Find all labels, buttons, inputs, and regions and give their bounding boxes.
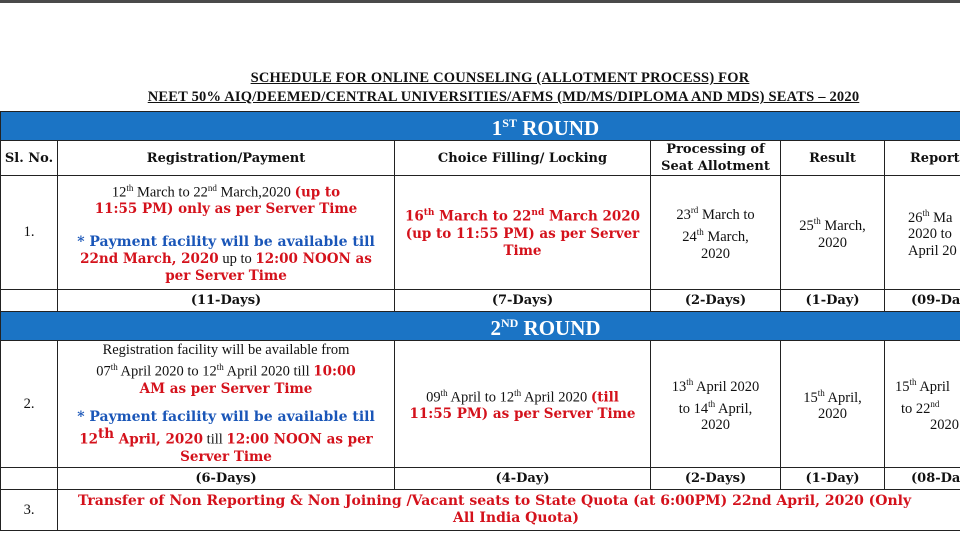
row1-result <box>781 176 885 290</box>
row1-choice-c: March 2020 <box>544 208 641 225</box>
row2-reg-c: April 2020 till <box>223 364 314 380</box>
row1-reg-date1: 12 <box>111 184 127 201</box>
round-1-band <box>1 112 960 141</box>
row2-reg-red3a: 12 <box>79 431 99 448</box>
row1-proc-e: 2020 <box>701 245 730 262</box>
row2-reg-red2: AM as per Server Time <box>139 381 313 397</box>
schedule-table <box>0 111 960 531</box>
row2-proc-e: 2020 <box>701 417 730 434</box>
row2-choice-b: April to 12 <box>447 389 515 406</box>
row2-proc-a: 13 <box>671 378 687 395</box>
row3-sl: 3. <box>1 490 58 531</box>
col-header-sl: Sl. No. <box>1 141 58 176</box>
round-1-suffix: ST <box>502 116 517 130</box>
row2-reg-plain: till <box>203 431 227 448</box>
round-1-title <box>1 112 960 141</box>
row2-result-a-suffix: th <box>817 387 825 398</box>
row1-report <box>885 176 960 290</box>
row1-reg-text1: March to 22 <box>133 184 208 201</box>
row2-report-d: 2020 <box>930 417 959 434</box>
row2-result-a: 15 <box>803 389 818 406</box>
row1-reg-red4: 12:00 NOON as <box>255 251 372 268</box>
col-header-registration: Registration/Payment <box>58 141 395 176</box>
row1-reg-red5: per Server Time <box>165 268 287 285</box>
schedule-heading-line1: SCHEDULE FOR ONLINE COUNSELING (ALLOTMENT PROCESS) FOR <box>250 70 750 86</box>
row2-choice <box>395 341 651 468</box>
row2-choice-a-suffix: th <box>440 387 448 398</box>
row2-choice-b-suffix: th <box>514 387 522 398</box>
days1-registration: (11-Days) <box>58 290 395 312</box>
row1-choice-e: Time <box>503 242 542 259</box>
col-header-report: Report <box>885 141 960 176</box>
round-2-title <box>1 312 960 341</box>
row2-reg-red3-suffix: th <box>98 426 115 442</box>
col-header-choice: Choice Filling/ Locking <box>395 141 651 176</box>
row2-proc-c-suffix: th <box>708 398 716 409</box>
days1-report: (09-Da <box>885 290 960 312</box>
row2-registration <box>58 341 395 468</box>
row1-choice-a: 16 <box>404 208 424 225</box>
row2-reg-b: April 2020 to 12 <box>117 364 217 380</box>
round-2-band <box>1 312 960 341</box>
row2-result-b: April, <box>824 389 862 406</box>
round-2-number: 2 <box>490 316 501 340</box>
round-1-word: ROUND <box>522 116 600 140</box>
row2-reg-red4: 12:00 NOON as per <box>226 431 373 448</box>
row2-sl: 2. <box>1 341 58 468</box>
row2-choice-red1: (till <box>590 389 619 406</box>
round-2-word: ROUND <box>523 316 601 340</box>
row2-reg-a: 07 <box>96 364 111 380</box>
row1-report-a: 26 <box>908 209 923 226</box>
days1-processing: (2-Days) <box>651 290 781 312</box>
row2-reg-a-suffix: th <box>110 362 118 373</box>
days1-result: (1-Day) <box>781 290 885 312</box>
row2-report-a-suffix: th <box>909 376 917 387</box>
days2-report: (08-Da <box>885 468 960 490</box>
round-1-number: 1 <box>491 116 503 140</box>
days2-registration: (6-Days) <box>58 468 395 490</box>
table-row-days-round1 <box>1 290 960 312</box>
row2-reg-red3b: April, 2020 <box>114 431 204 448</box>
row1-result-a-suffix: th <box>813 216 821 227</box>
days2-sl <box>1 468 58 490</box>
row1-result-b: March, <box>820 217 866 234</box>
column-header-row <box>1 141 960 176</box>
row1-reg-red1: (up to <box>294 184 341 201</box>
row1-registration <box>58 176 395 290</box>
row2-result-c: 2020 <box>818 406 847 423</box>
row2-proc-a-suffix: th <box>686 376 694 387</box>
row1-report-b: Ma <box>929 209 953 226</box>
row2-report-c: to 22 <box>901 400 931 417</box>
row2-result <box>781 341 885 468</box>
row2-choice-a: 09 <box>426 389 441 406</box>
col-header-processing <box>651 141 781 176</box>
row1-reg-date2-suffix: nd <box>207 182 217 193</box>
table-row-transfer <box>1 490 960 531</box>
row3-transfer-note <box>58 490 960 531</box>
row1-choice <box>395 176 651 290</box>
schedule-heading-line2: NEET 50% AIQ/DEEMED/CENTRAL UNIVERSITIES/AFMS (MD/MS/DIPLOMA AND MDS) SEATS – 2020 <box>147 89 860 105</box>
row2-reg-line1: Registration facility will be available from <box>102 342 350 359</box>
row2-report <box>885 341 960 468</box>
row2-choice-red2: 11:55 PM) as per Server Time <box>409 406 636 423</box>
row1-report-c: 2020 to <box>908 226 952 243</box>
row2-reg-red5: Server Time <box>180 448 272 465</box>
row2-report-a: 15 <box>895 378 910 395</box>
row3-transfer-line1: Transfer of Non Reporting & Non Joining /Vacant seats to State Quota (at 6:00PM) 22nd April, 2020 (Only <box>78 493 912 509</box>
round-2-suffix: ND <box>500 316 519 330</box>
row1-reg-red2: 11:55 PM) only as per Server Time <box>94 201 358 218</box>
table-row-round1 <box>1 176 960 290</box>
row2-reg-b-suffix: th <box>216 362 224 373</box>
row1-processing <box>651 176 781 290</box>
table-row-days-round2 <box>1 468 960 490</box>
row1-proc-d: March, <box>703 228 749 245</box>
row1-proc-c-suffix: th <box>696 227 704 237</box>
row1-report-d: April 20 <box>908 243 957 260</box>
row2-proc-c: to 14 <box>678 400 709 417</box>
row2-report-c-suffix: nd <box>930 398 940 409</box>
row2-processing <box>651 341 781 468</box>
row2-choice-c: April 2020 <box>521 389 591 406</box>
col-header-processing-l1: Processing of <box>666 142 765 157</box>
row2-proc-b: April 2020 <box>693 378 760 395</box>
row2-reg-red1: 10:00 <box>313 364 356 380</box>
row1-sl: 1. <box>1 176 58 290</box>
days1-sl <box>1 290 58 312</box>
row1-payment-note: * Payment facility will be available till <box>77 234 375 251</box>
row1-reg-plain: up to <box>218 251 256 268</box>
days2-processing: (2-Days) <box>651 468 781 490</box>
col-header-result: Result <box>781 141 885 176</box>
row1-choice-a-suffix: th <box>423 208 435 219</box>
row1-proc-b: March to <box>698 207 755 223</box>
row1-reg-red3: 22nd March, 2020 <box>80 251 219 268</box>
row1-proc-a-suffix: rd <box>690 205 699 216</box>
row2-payment-note: * Payment facility will be available till <box>77 409 375 425</box>
row1-result-a: 25 <box>799 217 814 234</box>
row2-report-b: April <box>916 378 950 395</box>
row1-report-a-suffix: th <box>922 207 930 218</box>
row1-result-c: 2020 <box>818 234 847 251</box>
days1-choice: (7-Days) <box>395 290 651 312</box>
row2-proc-d: April, <box>715 400 753 417</box>
row1-reg-date1-suffix: th <box>126 182 134 193</box>
table-row-round2 <box>1 341 960 468</box>
row1-reg-text2: March,2020 <box>216 184 295 201</box>
days2-result: (1-Day) <box>781 468 885 490</box>
row1-proc-c: 24 <box>682 228 697 245</box>
row1-proc-a: 23 <box>676 207 691 223</box>
row1-choice-d: (up to 11:55 PM) as per Server <box>405 225 640 242</box>
row1-choice-b-suffix: nd <box>531 208 545 219</box>
row1-choice-b: March to 22 <box>434 208 532 225</box>
row3-transfer-line2: All India Quota) <box>453 510 580 526</box>
top-border <box>0 0 960 3</box>
days2-choice: (4-Day) <box>395 468 651 490</box>
col-header-processing-l2: Seat Allotment <box>661 159 770 174</box>
